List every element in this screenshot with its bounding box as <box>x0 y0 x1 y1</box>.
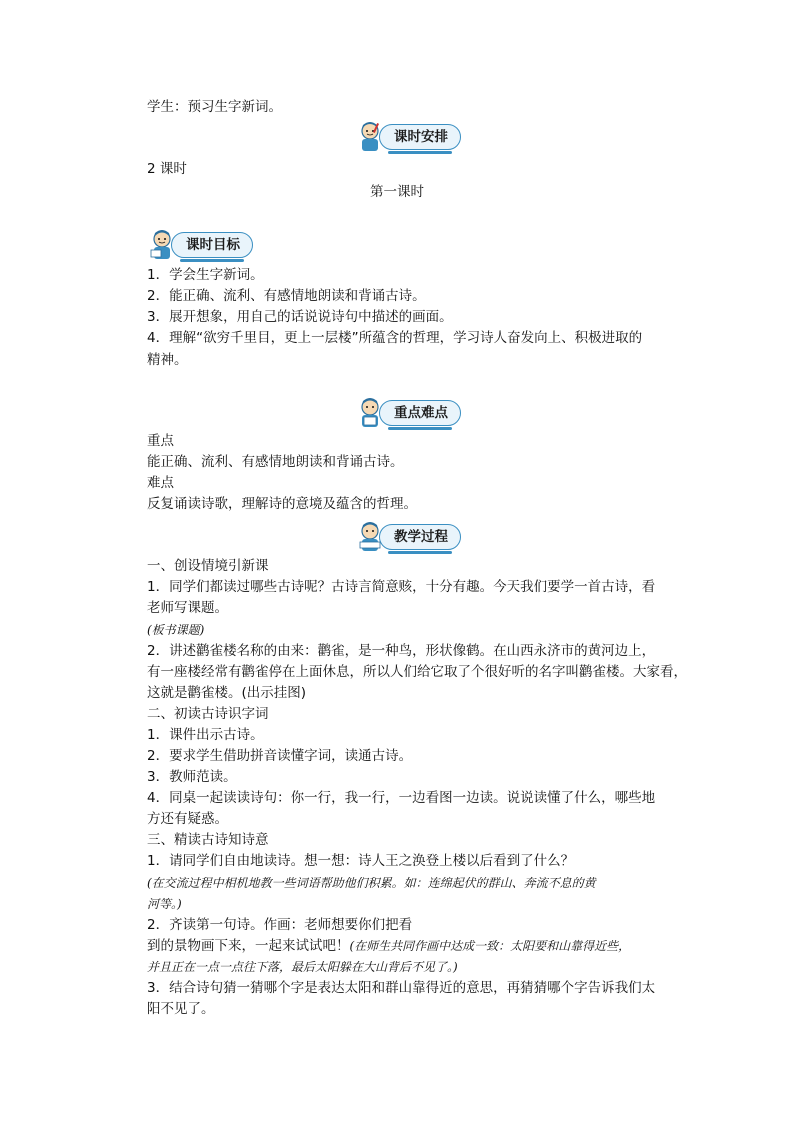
text-line: 方还有疑惑。 <box>147 811 228 827</box>
section-badge-schedule <box>355 122 461 152</box>
text-line: 重点 <box>147 433 174 449</box>
section-badge-label: 课时目标 <box>171 232 253 258</box>
section-badge-process <box>355 522 461 552</box>
text-line: 2．能正确、流利、有感情地朗读和背诵古诗。 <box>147 288 426 304</box>
text-line: 2 课时 <box>147 161 187 177</box>
text-line: 3．结合诗句猜一猜哪个字是表达太阳和群山靠得近的意思，再猜猜哪个字告诉我们太 <box>147 980 656 996</box>
section-badge-label: 教学过程 <box>379 524 461 550</box>
student-mascot-icon <box>355 520 385 554</box>
text-line: 2．要求学生借助拼音读懂字词，读通古诗。 <box>147 748 413 764</box>
text-line <box>147 937 630 955</box>
text-line: 3．展开想象，用自己的话说说诗句中描述的画面。 <box>147 309 453 325</box>
section-badge-label: 重点难点 <box>379 400 461 426</box>
text-line: 并且正在一点一点往下落，最后太阳躲在大山背后不见了。) <box>147 960 458 974</box>
text-line: 老师写课题。 <box>147 600 228 616</box>
student-mascot-icon <box>147 228 177 262</box>
lesson-heading: 第一课时 <box>370 184 424 200</box>
text-line: 反复诵读诗歌，理解诗的意境及蕴含的哲理。 <box>147 496 417 512</box>
text-line: (板书课题) <box>147 623 205 637</box>
text-line: 有一座楼经常有鹳雀停在上面休息，所以人们给它取了个很好听的名字叫鹳雀楼。大家看， <box>147 664 687 680</box>
text-line: 1．学会生字新词。 <box>147 267 264 283</box>
student-mascot-icon <box>355 396 385 430</box>
text-span-italic: (在师生共同作画中达成一致：太阳要和山靠得近些， <box>349 939 631 953</box>
text-span: 到的景物画下来，一起来试试吧！ <box>147 938 350 954</box>
section-badge-goals <box>147 230 253 260</box>
text-line: 学生：预习生字新词。 <box>147 99 282 115</box>
text-line: 4．理解“欲穷千里目，更上一层楼”所蕴含的哲理，学习诗人奋发向上、积极进取的 <box>147 330 643 346</box>
text-line: 这就是鹳雀楼。(出示挂图) <box>147 685 307 701</box>
section-badge-label: 课时安排 <box>379 124 461 150</box>
text-line: 河等。) <box>147 897 182 911</box>
text-line: 三、精读古诗知诗意 <box>147 832 269 848</box>
text-line: 2．讲述鹳雀楼名称的由来：鹳雀，是一种鸟，形状像鹤。在山西永济市的黄河边上， <box>147 643 656 659</box>
text-line: 阳不见了。 <box>147 1001 215 1017</box>
text-line: (在交流过程中相机地教一些词语帮助他们积累。如：连绵起伏的群山、奔流不息的黄 <box>147 876 596 890</box>
text-line: 1．请同学们自由地读诗。想一想：诗人王之涣登上楼以后看到了什么？ <box>147 853 575 869</box>
text-line: 2．齐读第一句诗。作画：老师想要你们把看 <box>147 917 413 933</box>
text-line: 3．教师范读。 <box>147 769 237 785</box>
text-line: 1．课件出示古诗。 <box>147 727 264 743</box>
student-mascot-icon <box>355 120 385 154</box>
text-line: 4．同桌一起读读诗句：你一行，我一行，一边看图一边读。说说读懂了什么，哪些地 <box>147 790 656 806</box>
text-line: 精神。 <box>147 352 188 368</box>
text-line: 难点 <box>147 475 174 491</box>
text-line: 一、创设情境引新课 <box>147 558 269 574</box>
section-badge-keypoints <box>355 398 461 428</box>
text-line: 能正确、流利、有感情地朗读和背诵古诗。 <box>147 454 404 470</box>
text-line: 二、初读古诗识字词 <box>147 706 269 722</box>
text-line: 1．同学们都读过哪些古诗呢？古诗言简意赅，十分有趣。今天我们要学一首古诗，看 <box>147 579 656 595</box>
